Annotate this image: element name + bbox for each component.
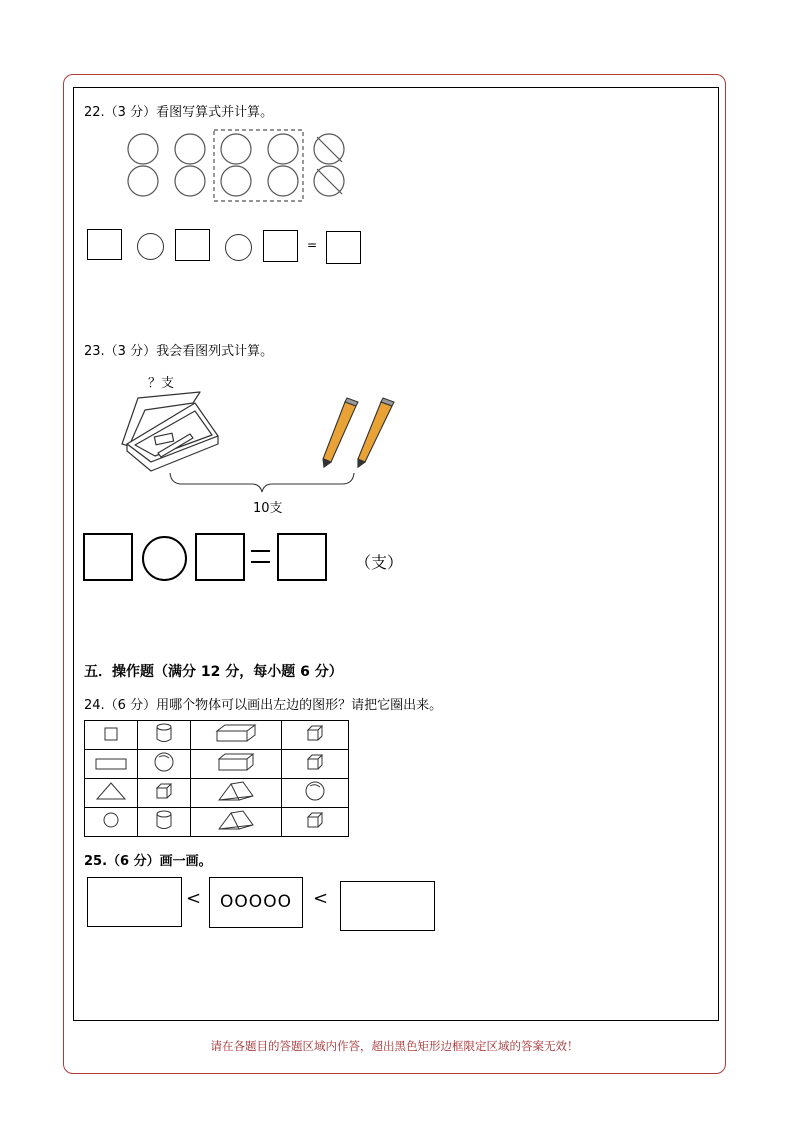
circles-box: OOOOO [209,877,303,928]
draw-box-right[interactable] [340,881,435,931]
question-25-title: 25.（6 分）画一画。 [84,854,212,869]
less-than-sign-2: < [313,888,329,909]
result-box-big[interactable] [277,533,327,581]
sphere-icon[interactable] [282,779,349,808]
triangular-prism-icon[interactable] [191,808,282,837]
table-row [85,779,349,808]
table-row [85,721,349,750]
cuboid-icon[interactable] [191,750,282,779]
sphere-icon[interactable] [138,750,191,779]
circle-icon [85,808,138,837]
triangular-prism-icon[interactable] [191,779,282,808]
cube-icon[interactable] [282,750,349,779]
question-23-title: 23.（3 分）我会看图列式计算。 [84,344,274,359]
shape-table [84,720,349,837]
square-icon [85,721,138,750]
equals-sign: = [307,238,318,252]
unit-label: （支） [355,553,404,572]
unknown-count-label: ？支 [148,376,175,391]
table-row [85,808,349,837]
rectangle-icon [85,750,138,779]
table-row [85,750,349,779]
triangle-icon [85,779,138,808]
question-22-title: 22.（3 分）看图写算式并计算。 [84,105,274,120]
less-than-sign-1: < [186,888,202,909]
section-5-title: 五．操作题（满分 12 分，每小题 6 分） [84,664,343,680]
question-24-title: 24.（6 分）用哪个物体可以画出左边的图形？请把它圈出来。 [84,698,443,713]
cube-icon[interactable] [282,808,349,837]
cylinder-icon[interactable] [138,721,191,750]
cylinder-icon[interactable] [138,808,191,837]
cube-icon[interactable] [282,721,349,750]
cuboid-icon[interactable] [191,721,282,750]
total-count-label: 10支 [253,501,283,516]
draw-box-left[interactable] [87,877,182,927]
footer-notice: 请在各题目的答题区域内作答，超出黑色矩形边框限定区域的答案无效！ [210,1039,579,1053]
cube-icon[interactable] [138,779,191,808]
